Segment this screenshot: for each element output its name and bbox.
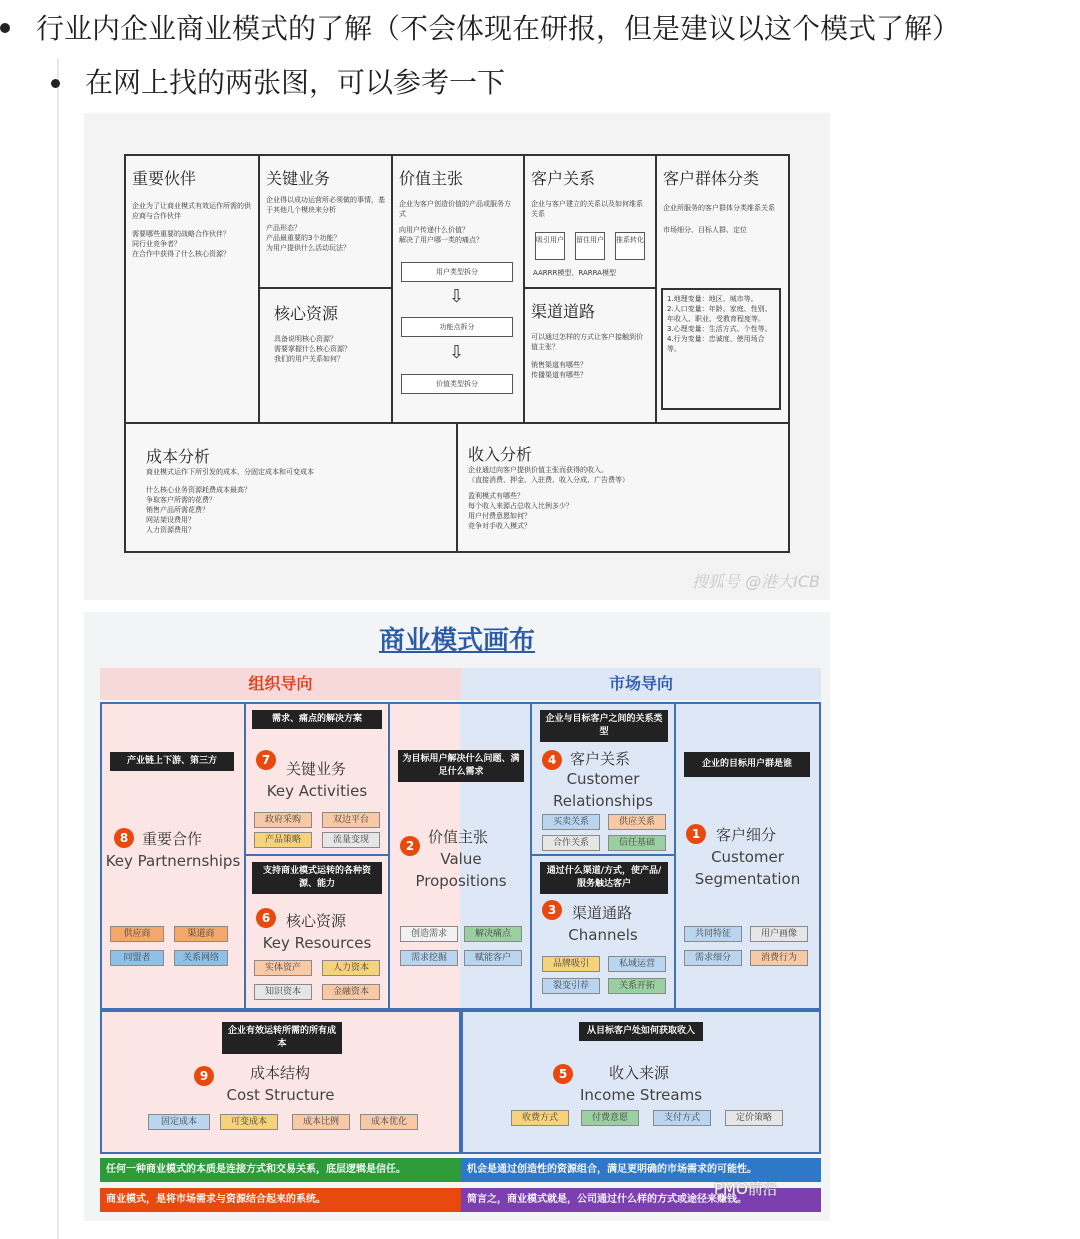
cost-tag-2: 可变成本 xyxy=(220,1114,278,1130)
value-header: 为目标用户解决什么问题、满足什么需求 xyxy=(398,750,524,782)
activities-title: 关键业务 xyxy=(266,169,331,188)
partners-tag-1: 供应商 xyxy=(110,926,164,942)
resources-header: 支持商业模式运转的各种资源、能力 xyxy=(252,862,382,894)
segments-tags: 市场细分、目标人群、定位 xyxy=(663,226,747,234)
revenue-desc2: （直接消费、押金、入驻费、收入分成、广告费等） xyxy=(468,476,629,484)
partners-en: Key Partnernships xyxy=(105,852,241,870)
partners-number: 8 xyxy=(114,828,134,848)
value-tag-4: 赋能客户 xyxy=(464,950,522,966)
relations-number: 4 xyxy=(542,750,562,770)
cell-segments xyxy=(657,156,788,422)
segments-list-3: 3.心理变量：生活方式、个性等。 xyxy=(667,325,772,333)
channels-number: 3 xyxy=(542,900,562,920)
revenue-q1: 盈利模式有哪些？ xyxy=(468,492,524,500)
partners-desc: 企业为了让商业模式有效运作所需的供应商与合作伙伴 xyxy=(132,202,251,220)
revenue-header: 从目标客户处如何获取收入 xyxy=(579,1022,703,1041)
value-desc: 企业为客户创造价值的产品或服务方式 xyxy=(399,200,511,218)
segments-title: 客户群体分类 xyxy=(663,169,760,188)
channels-title: 渠道道路 xyxy=(531,302,596,321)
indent-guide xyxy=(57,58,59,1239)
revenue-tag-3: 支付方式 xyxy=(653,1110,711,1126)
resources-q2: 需要掌握什么核心资源？ xyxy=(274,345,351,353)
channels-q1: 销售渠道有哪些？ xyxy=(531,361,587,369)
cost-title: 成本分析 xyxy=(146,447,211,466)
revenue-desc: 企业通过向客户提供价值主张而获得的收入。 xyxy=(468,466,608,474)
value-box-users: 用户类型拆分 xyxy=(401,262,513,282)
segments-number: 1 xyxy=(686,824,706,844)
bullet-main-text: 行业内企业商业模式的了解（不会体现在研报，但是建议以这个模式了解） xyxy=(36,12,961,45)
watermark-1: 搜狐号 @港大ICB xyxy=(692,572,820,591)
cost-number: 9 xyxy=(194,1066,214,1086)
value-box-types: 价值类型拆分 xyxy=(401,374,513,394)
relations-tag-attract: 吸引用户 xyxy=(535,232,565,260)
relations-tag-2: 供应关系 xyxy=(608,814,666,830)
value-en1: Value xyxy=(440,850,482,868)
cost-tag-3: 成本比例 xyxy=(292,1114,350,1130)
channels-tag-3: 裂变引荐 xyxy=(542,978,600,994)
partners-header: 产业链上下游、第三方 xyxy=(110,752,234,771)
relations-tag-4: 信任基础 xyxy=(608,835,666,851)
segments-list-1: 1.地理变量：地区、城市等。 xyxy=(667,295,758,303)
channels-tag-4: 关系开拓 xyxy=(608,978,666,994)
bullet-sub-text: 在网上找的两张图，可以参考一下 xyxy=(85,66,506,99)
cost-header: 企业有效运转所需的所有成本 xyxy=(222,1022,342,1054)
relations-title: 客户关系 xyxy=(531,169,596,188)
channels-zh: 渠道通路 xyxy=(572,904,633,922)
cell-revenue xyxy=(458,422,788,551)
canvas-image-2 xyxy=(84,612,830,1221)
channels-tag-2: 私域运营 xyxy=(608,956,666,972)
activities-zh: 关键业务 xyxy=(286,760,347,778)
revenue-q4: 竞争对手收入模式？ xyxy=(468,522,531,530)
activities-tag-2: 双边平台 xyxy=(322,812,380,828)
resources-title: 核心资源 xyxy=(274,304,339,323)
cell-activities xyxy=(260,156,393,289)
cost-tag-1: 固定成本 xyxy=(148,1114,210,1130)
segments-list-2: 2.人口变量：年龄、家庭、性别、年收入、职业、受教育程度等。 xyxy=(667,305,772,323)
block-partners xyxy=(102,704,246,1008)
block-cost xyxy=(100,1010,461,1154)
activities-tag-4: 流量变现 xyxy=(322,832,380,848)
header-organization: 组织导向 xyxy=(100,668,461,700)
cost-q5: 人力资源费用？ xyxy=(146,526,195,534)
value-tag-1: 创造需求 xyxy=(400,926,458,942)
canvas-image-1 xyxy=(84,113,830,600)
resources-tag-1: 实体资产 xyxy=(254,960,312,976)
canvas-2-grid xyxy=(100,702,821,1010)
relations-tag-retain: 留住用户 xyxy=(575,232,605,260)
partners-tag-2: 渠道商 xyxy=(174,926,228,942)
value-q1: 向用户传递什么价值？ xyxy=(399,226,469,234)
revenue-number: 5 xyxy=(553,1064,573,1084)
segments-desc: 企业所服务的客户群体分类维系关系 xyxy=(663,204,775,212)
segments-en2: Segmentation xyxy=(694,870,801,888)
cell-relations xyxy=(525,156,657,289)
revenue-q2: 每个收入来源占总收入比例多少？ xyxy=(468,502,573,510)
activities-tag-1: 政府采购 xyxy=(254,812,312,828)
partners-q3: 在合作中获得了什么核心资源？ xyxy=(132,250,230,258)
cost-en: Cost Structure xyxy=(226,1086,335,1104)
activities-q3: 为用户提供什么活动玩法？ xyxy=(266,244,350,252)
channels-tag-1: 品牌吸引 xyxy=(542,956,600,972)
resources-en: Key Resources xyxy=(262,934,372,952)
activities-tag-3: 产品策略 xyxy=(254,832,312,848)
block-revenue xyxy=(461,1010,821,1154)
activities-number: 7 xyxy=(256,750,276,770)
block-activities xyxy=(246,704,390,856)
block-value xyxy=(390,704,532,1008)
block-segments xyxy=(676,704,819,1008)
cell-resources xyxy=(260,289,393,422)
cost-desc: 商业模式运作下所引发的成本，分固定成本和可变成本 xyxy=(146,468,314,476)
relations-tag-convert: 推系转化 xyxy=(615,232,645,260)
arrow-down-icon: ⇩ xyxy=(449,286,465,307)
relations-tag-1: 买卖关系 xyxy=(542,814,600,830)
resources-number: 6 xyxy=(256,908,276,928)
segments-tag-4: 消费行为 xyxy=(750,950,808,966)
arrow-down-icon: ⇩ xyxy=(449,342,465,363)
value-en2: Propositions xyxy=(415,872,507,890)
channels-desc: 可以通过怎样的方式让客户接触到价值主张？ xyxy=(531,333,643,351)
canvas-frame xyxy=(124,154,790,553)
revenue-tag-2: 付费意愿 xyxy=(581,1110,639,1126)
partners-tag-4: 关系网络 xyxy=(174,950,228,966)
relations-en2: Relationships xyxy=(553,792,653,810)
bullet-dot xyxy=(0,23,10,33)
cell-partners xyxy=(126,156,260,422)
resources-q3: 我们的用户关系如何？ xyxy=(274,355,344,363)
activities-q1: 产品形态？ xyxy=(266,224,301,232)
segments-tag-1: 共同特征 xyxy=(684,926,742,942)
partners-q2: 同行业竞争者？ xyxy=(132,240,181,248)
header-market: 市场导向 xyxy=(461,668,821,700)
cell-channels xyxy=(525,289,657,422)
bullet-dot-sub xyxy=(51,79,60,88)
revenue-en: Income Streams xyxy=(579,1086,703,1104)
footer-green: 任何一种商业模式的本质是连接方式和交易关系，底层逻辑是信任。 xyxy=(100,1158,461,1182)
revenue-q3: 用户付费意愿如何？ xyxy=(468,512,531,520)
channels-en: Channels xyxy=(568,926,638,944)
cost-q3: 销售产品所需花费？ xyxy=(146,506,209,514)
segments-tag-2: 用户画像 xyxy=(750,926,808,942)
segments-header: 企业的目标用户群是谁 xyxy=(684,752,810,777)
channels-header: 通过什么渠道/方式，使产品/服务触达客户 xyxy=(540,862,668,894)
relations-tag-3: 合作关系 xyxy=(542,835,600,851)
watermark-2: PMO前沿 xyxy=(714,1180,778,1198)
value-number: 2 xyxy=(400,836,420,856)
relations-zh: 客户关系 xyxy=(570,750,631,768)
block-resources xyxy=(246,856,390,1008)
revenue-tag-4: 定价策略 xyxy=(725,1110,783,1126)
partners-tag-3: 同盟者 xyxy=(110,950,164,966)
resources-zh: 核心资源 xyxy=(286,912,347,930)
relations-header: 企业与目标客户之间的关系类型 xyxy=(540,710,668,742)
partners-q1: 需要哪些重要的战略合作伙伴？ xyxy=(132,230,230,238)
activities-desc: 企业得以成功运营所必须做的事情，基于其他几个模块来分析 xyxy=(266,196,385,214)
value-box-features: 功能点拆分 xyxy=(401,317,513,337)
value-tag-2: 解决痛点 xyxy=(464,926,522,942)
relations-en1: Customer xyxy=(566,770,640,788)
value-tag-3: 需求挖掘 xyxy=(400,950,458,966)
channels-q2: 传播渠道有哪些？ xyxy=(531,371,587,379)
cell-cost xyxy=(126,422,458,551)
segments-tag-3: 需求细分 xyxy=(684,950,742,966)
footer-purple: 简言之，商业模式就是，公司通过什么样的方式或途径来赚钱。 xyxy=(461,1188,821,1212)
cost-q1: 什么核心业务资源耗费成本最高？ xyxy=(146,486,251,494)
resources-tag-3: 知识资本 xyxy=(254,984,312,1000)
resources-tag-4: 金融资本 xyxy=(322,984,380,1000)
revenue-tag-1: 收费方式 xyxy=(511,1110,569,1126)
segments-list-4: 4.行为变量：忠诚度、使用场合等。 xyxy=(667,335,765,353)
relations-models: AARRR模型、RARRA模型 xyxy=(533,269,616,277)
cost-q4: 网站架设费用？ xyxy=(146,516,195,524)
cost-zh: 成本结构 xyxy=(250,1064,311,1082)
activities-header: 需求、痛点的解决方案 xyxy=(252,710,382,729)
cost-q2: 争取客户所需的花费？ xyxy=(146,496,216,504)
activities-q2: 产品最重要的3个功能？ xyxy=(266,234,341,242)
footer-blue: 机会是通过创造性的资源组合，满足更明确的市场需求的可能性。 xyxy=(461,1158,821,1182)
resources-q1: 具备说明核心资源？ xyxy=(274,335,337,343)
segments-zh: 客户细分 xyxy=(716,826,777,844)
bullet-main xyxy=(0,0,1080,56)
footer-orange: 商业模式，是将市场需求与资源结合起来的系统。 xyxy=(100,1188,461,1212)
value-q2: 解决了用户哪一类的痛点？ xyxy=(399,236,483,244)
revenue-title: 收入分析 xyxy=(468,445,533,464)
cost-tag-4: 成本优化 xyxy=(360,1114,418,1130)
canvas-2-title: 商业模式画布 xyxy=(378,626,535,656)
value-title: 价值主张 xyxy=(399,169,464,188)
partners-zh: 重要合作 xyxy=(142,830,203,848)
activities-en: Key Activities xyxy=(266,782,368,800)
segments-en1: Customer xyxy=(711,848,784,866)
value-zh: 价值主张 xyxy=(428,828,489,846)
segments-list-box xyxy=(661,288,781,410)
cell-value xyxy=(393,156,525,422)
partners-title: 重要伙伴 xyxy=(132,169,197,188)
resources-tag-2: 人力资本 xyxy=(322,960,380,976)
block-relations xyxy=(532,704,676,856)
block-channels xyxy=(532,856,676,1008)
relations-desc: 企业与客户建立的关系以及如何维系关系 xyxy=(531,200,643,218)
revenue-zh: 收入来源 xyxy=(609,1064,670,1082)
